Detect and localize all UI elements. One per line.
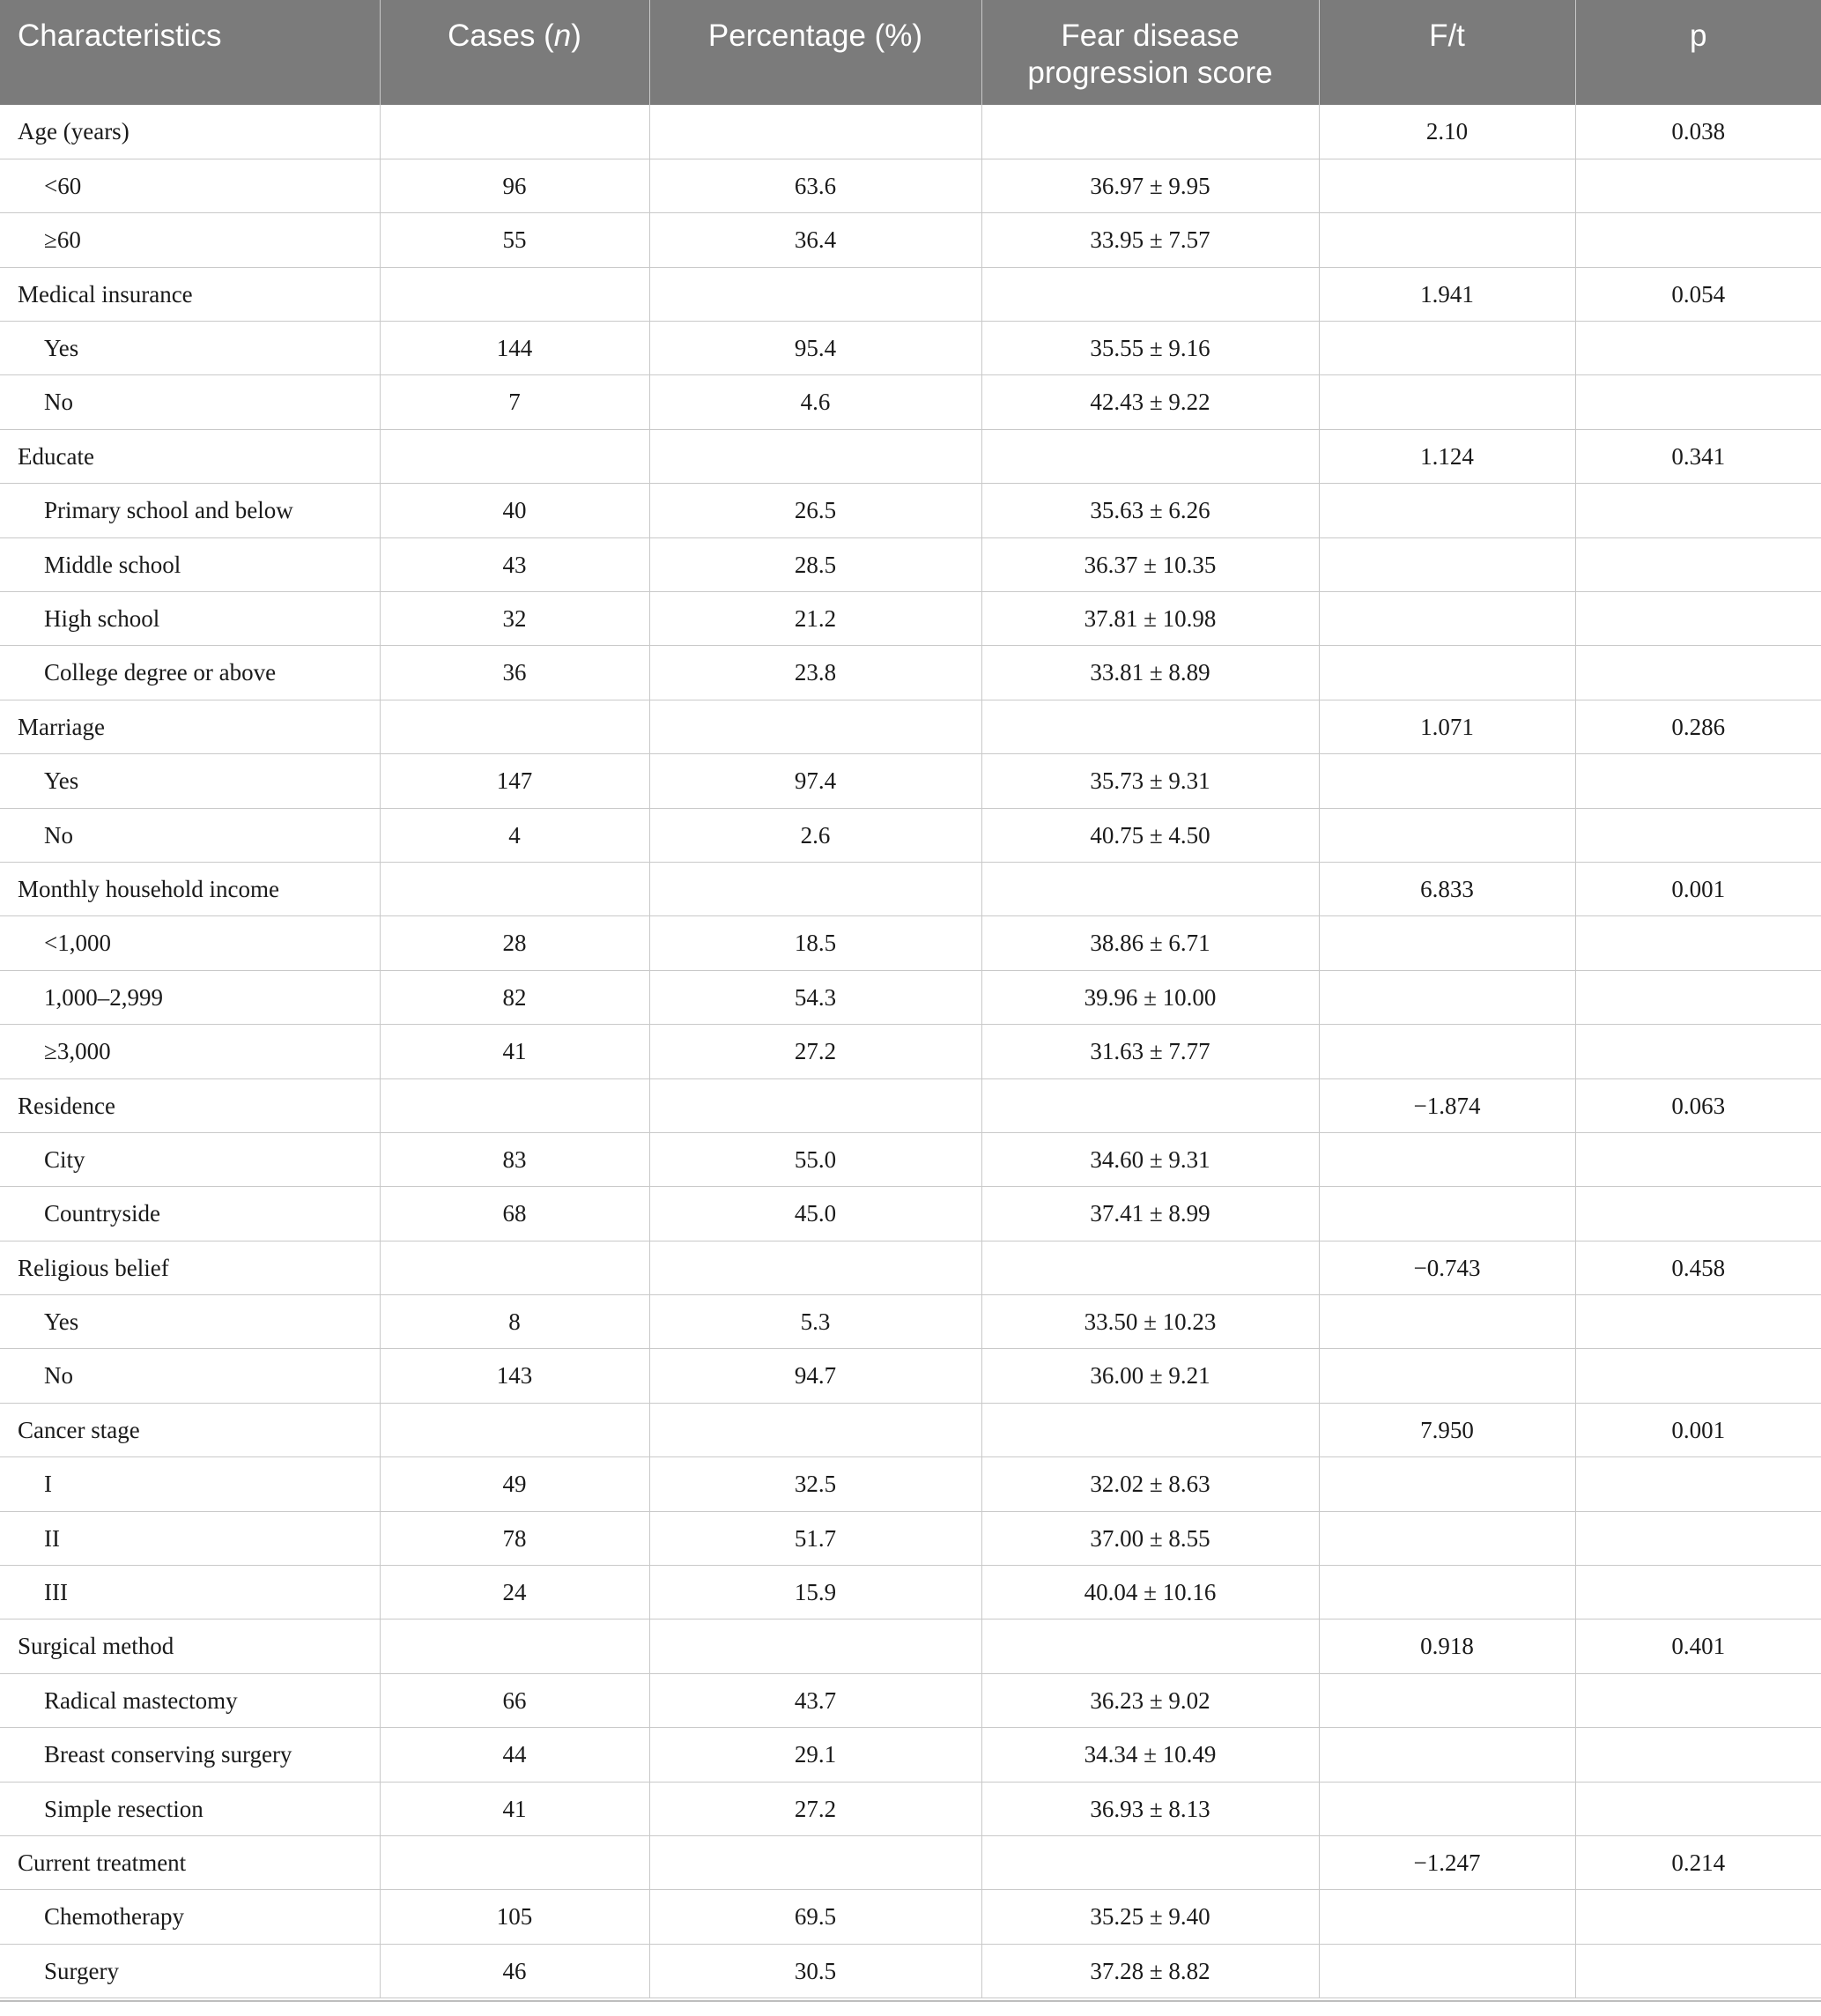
score-cell: 37.28 ± 8.82 [981, 1944, 1319, 1997]
p-cell [1575, 159, 1821, 212]
subcategory-label: Yes [0, 754, 380, 808]
subcategory-label: Chemotherapy [0, 1890, 380, 1944]
cases-cell [380, 1836, 649, 1890]
category-label: Medical insurance [0, 267, 380, 321]
cases-cell: 8 [380, 1295, 649, 1349]
category-label: Current treatment [0, 1836, 380, 1890]
score-cell: 37.81 ± 10.98 [981, 592, 1319, 646]
header-fear-score-line1: Fear disease [1061, 19, 1240, 53]
subcategory-row [0, 970, 1821, 1024]
p-cell: 0.001 [1575, 862, 1821, 915]
score-cell [981, 1403, 1319, 1456]
score-cell: 37.00 ± 8.55 [981, 1511, 1319, 1565]
subcategory-label: <1,000 [0, 916, 380, 970]
percentage-cell: 23.8 [649, 646, 981, 700]
subcategory-label: City [0, 1132, 380, 1186]
subcategory-row [0, 646, 1821, 700]
subcategory-label: No [0, 1349, 380, 1403]
cases-cell [380, 267, 649, 321]
subcategory-row [0, 1132, 1821, 1186]
ft-cell: −1.874 [1319, 1078, 1575, 1132]
ft-cell [1319, 484, 1575, 537]
subcategory-label: Yes [0, 322, 380, 375]
subcategory-label: High school [0, 592, 380, 646]
score-cell [981, 700, 1319, 753]
header-fear-score-line2: progression score [1027, 56, 1273, 90]
percentage-cell: 21.2 [649, 592, 981, 646]
score-cell: 42.43 ± 9.22 [981, 375, 1319, 429]
score-cell: 40.04 ± 10.16 [981, 1566, 1319, 1619]
ft-cell: 7.950 [1319, 1403, 1575, 1456]
score-cell: 37.41 ± 8.99 [981, 1187, 1319, 1241]
subcategory-label: III [0, 1566, 380, 1619]
subcategory-label: No [0, 808, 380, 862]
ft-cell: 1.124 [1319, 429, 1575, 483]
score-cell [981, 1619, 1319, 1673]
category-row [0, 1403, 1821, 1456]
p-cell [1575, 484, 1821, 537]
subcategory-row [0, 1295, 1821, 1349]
cases-cell: 49 [380, 1457, 649, 1511]
score-cell: 36.37 ± 10.35 [981, 537, 1319, 591]
cases-cell [380, 1078, 649, 1132]
cases-cell: 46 [380, 1944, 649, 1997]
header-percentage: Percentage (%) [649, 0, 981, 105]
p-cell [1575, 1566, 1821, 1619]
ft-cell [1319, 537, 1575, 591]
ft-cell [1319, 159, 1575, 212]
p-cell [1575, 916, 1821, 970]
p-cell [1575, 213, 1821, 267]
percentage-cell: 18.5 [649, 916, 981, 970]
p-cell [1575, 754, 1821, 808]
score-cell: 36.00 ± 9.21 [981, 1349, 1319, 1403]
cases-cell: 43 [380, 537, 649, 591]
score-cell: 34.60 ± 9.31 [981, 1132, 1319, 1186]
score-cell: 36.23 ± 9.02 [981, 1673, 1319, 1727]
category-label: Monthly household income [0, 862, 380, 915]
p-cell [1575, 1457, 1821, 1511]
score-cell: 38.86 ± 6.71 [981, 916, 1319, 970]
p-cell [1575, 1132, 1821, 1186]
cases-cell: 24 [380, 1566, 649, 1619]
cases-cell [380, 1241, 649, 1294]
cases-cell: 41 [380, 1025, 649, 1078]
p-cell: 0.286 [1575, 700, 1821, 753]
category-label: Educate [0, 429, 380, 483]
cases-cell: 32 [380, 592, 649, 646]
p-cell [1575, 1349, 1821, 1403]
subcategory-label: Countryside [0, 1187, 380, 1241]
percentage-cell [649, 429, 981, 483]
subcategory-row [0, 808, 1821, 862]
cases-cell: 40 [380, 484, 649, 537]
category-label: Age (years) [0, 105, 380, 159]
score-cell [981, 1241, 1319, 1294]
header-cases-n: n [553, 19, 572, 53]
percentage-cell: 2.6 [649, 808, 981, 862]
cases-cell [380, 429, 649, 483]
cases-cell [380, 700, 649, 753]
ft-cell: −0.743 [1319, 1241, 1575, 1294]
subcategory-label: Yes [0, 1295, 380, 1349]
cases-cell: 28 [380, 916, 649, 970]
p-cell [1575, 808, 1821, 862]
p-cell [1575, 1511, 1821, 1565]
cases-cell: 147 [380, 754, 649, 808]
category-row [0, 105, 1821, 159]
p-cell: 0.214 [1575, 1836, 1821, 1890]
subcategory-label: Middle school [0, 537, 380, 591]
subcategory-label: 1,000–2,999 [0, 970, 380, 1024]
subcategory-row [0, 1944, 1821, 1997]
cases-cell: 96 [380, 159, 649, 212]
ft-cell [1319, 916, 1575, 970]
ft-cell [1319, 1673, 1575, 1727]
header-p: p [1690, 19, 1707, 53]
subcategory-row [0, 213, 1821, 267]
percentage-cell: 15.9 [649, 1566, 981, 1619]
table-bottom-rule [0, 2000, 1821, 2002]
ft-cell: 2.10 [1319, 105, 1575, 159]
category-row [0, 267, 1821, 321]
subcategory-row [0, 916, 1821, 970]
p-cell [1575, 646, 1821, 700]
cases-cell: 144 [380, 322, 649, 375]
header-cases [380, 0, 649, 105]
percentage-cell [649, 105, 981, 159]
subcategory-label: Primary school and below [0, 484, 380, 537]
header-cases-post: ) [571, 19, 581, 53]
percentage-cell: 28.5 [649, 537, 981, 591]
ft-cell [1319, 213, 1575, 267]
ft-cell [1319, 1457, 1575, 1511]
subcategory-label: <60 [0, 159, 380, 212]
score-cell [981, 1836, 1319, 1890]
p-cell [1575, 375, 1821, 429]
subcategory-row [0, 754, 1821, 808]
subcategory-row [0, 1728, 1821, 1782]
cases-cell: 83 [380, 1132, 649, 1186]
subcategory-row [0, 159, 1821, 212]
percentage-cell: 55.0 [649, 1132, 981, 1186]
category-label: Cancer stage [0, 1403, 380, 1456]
category-label: Religious belief [0, 1241, 380, 1294]
subcategory-label: ≥60 [0, 213, 380, 267]
percentage-cell [649, 267, 981, 321]
cases-cell: 66 [380, 1673, 649, 1727]
p-cell: 0.038 [1575, 105, 1821, 159]
ft-cell [1319, 1132, 1575, 1186]
percentage-cell: 27.2 [649, 1025, 981, 1078]
score-cell: 35.73 ± 9.31 [981, 754, 1319, 808]
p-cell [1575, 970, 1821, 1024]
ft-cell [1319, 1566, 1575, 1619]
ft-cell [1319, 592, 1575, 646]
score-cell: 33.95 ± 7.57 [981, 213, 1319, 267]
cases-cell: 44 [380, 1728, 649, 1782]
cases-cell: 82 [380, 970, 649, 1024]
header-fear-score [981, 0, 1319, 105]
subcategory-row [0, 1187, 1821, 1241]
score-cell: 36.97 ± 9.95 [981, 159, 1319, 212]
score-cell: 35.25 ± 9.40 [981, 1890, 1319, 1944]
cases-cell: 41 [380, 1782, 649, 1835]
ft-cell [1319, 1890, 1575, 1944]
p-cell [1575, 592, 1821, 646]
percentage-cell: 30.5 [649, 1944, 981, 1997]
percentage-cell: 29.1 [649, 1728, 981, 1782]
subcategory-label: Breast conserving surgery [0, 1728, 380, 1782]
header-cases-pre: Cases ( [448, 19, 554, 53]
subcategory-label: Radical mastectomy [0, 1673, 380, 1727]
header-ft: F/t [1319, 0, 1575, 105]
category-row [0, 429, 1821, 483]
score-cell: 35.55 ± 9.16 [981, 322, 1319, 375]
p-cell [1575, 1782, 1821, 1835]
subcategory-row [0, 537, 1821, 591]
category-row [0, 1836, 1821, 1890]
p-cell [1575, 1944, 1821, 1997]
p-cell [1575, 1025, 1821, 1078]
ft-cell [1319, 1782, 1575, 1835]
p-cell: 0.341 [1575, 429, 1821, 483]
subcategory-row [0, 1457, 1821, 1511]
score-cell: 39.96 ± 10.00 [981, 970, 1319, 1024]
ft-cell [1319, 1025, 1575, 1078]
ft-cell [1319, 754, 1575, 808]
ft-cell: 6.833 [1319, 862, 1575, 915]
table-header [0, 0, 1821, 105]
ft-cell: 1.941 [1319, 267, 1575, 321]
percentage-cell: 54.3 [649, 970, 981, 1024]
cases-cell: 68 [380, 1187, 649, 1241]
cases-cell [380, 1619, 649, 1673]
percentage-cell [649, 1241, 981, 1294]
ft-cell [1319, 1295, 1575, 1349]
subcategory-label: No [0, 375, 380, 429]
cases-cell: 143 [380, 1349, 649, 1403]
p-cell [1575, 1673, 1821, 1727]
p-cell [1575, 1728, 1821, 1782]
subcategory-label: Surgery [0, 1944, 380, 1997]
category-row [0, 1241, 1821, 1294]
ft-cell [1319, 1187, 1575, 1241]
category-row [0, 862, 1821, 915]
percentage-cell: 45.0 [649, 1187, 981, 1241]
score-cell [981, 105, 1319, 159]
score-cell [981, 1078, 1319, 1132]
ft-cell [1319, 1511, 1575, 1565]
ft-cell [1319, 1944, 1575, 1997]
category-row [0, 700, 1821, 753]
subcategory-label: II [0, 1511, 380, 1565]
score-cell: 34.34 ± 10.49 [981, 1728, 1319, 1782]
p-cell: 0.401 [1575, 1619, 1821, 1673]
subcategory-label: Simple resection [0, 1782, 380, 1835]
p-cell [1575, 1295, 1821, 1349]
percentage-cell: 97.4 [649, 754, 981, 808]
score-cell: 35.63 ± 6.26 [981, 484, 1319, 537]
score-cell [981, 429, 1319, 483]
cases-cell [380, 1403, 649, 1456]
score-cell: 36.93 ± 8.13 [981, 1782, 1319, 1835]
table-body [0, 105, 1821, 1998]
ft-cell [1319, 1349, 1575, 1403]
subcategory-row [0, 484, 1821, 537]
ft-cell [1319, 322, 1575, 375]
subcategory-row [0, 1566, 1821, 1619]
percentage-cell [649, 862, 981, 915]
subcategory-row [0, 1511, 1821, 1565]
percentage-cell: 94.7 [649, 1349, 981, 1403]
percentage-cell [649, 1403, 981, 1456]
cases-cell [380, 862, 649, 915]
ft-cell: −1.247 [1319, 1836, 1575, 1890]
ft-cell: 1.071 [1319, 700, 1575, 753]
ft-cell [1319, 375, 1575, 429]
subcategory-row [0, 1349, 1821, 1403]
category-label: Surgical method [0, 1619, 380, 1673]
cases-cell: 55 [380, 213, 649, 267]
p-cell [1575, 1890, 1821, 1944]
percentage-cell [649, 1619, 981, 1673]
subcategory-row [0, 375, 1821, 429]
cases-cell: 7 [380, 375, 649, 429]
percentage-cell: 36.4 [649, 213, 981, 267]
percentage-cell: 26.5 [649, 484, 981, 537]
score-cell: 33.81 ± 8.89 [981, 646, 1319, 700]
percentage-cell: 51.7 [649, 1511, 981, 1565]
subcategory-label: ≥3,000 [0, 1025, 380, 1078]
cases-cell: 78 [380, 1511, 649, 1565]
p-cell: 0.001 [1575, 1403, 1821, 1456]
percentage-cell: 5.3 [649, 1295, 981, 1349]
percentage-cell [649, 1836, 981, 1890]
ft-cell: 0.918 [1319, 1619, 1575, 1673]
subcategory-row [0, 322, 1821, 375]
p-cell [1575, 1187, 1821, 1241]
subcategory-label: College degree or above [0, 646, 380, 700]
percentage-cell: 69.5 [649, 1890, 981, 1944]
score-cell [981, 862, 1319, 915]
score-cell [981, 267, 1319, 321]
p-cell: 0.063 [1575, 1078, 1821, 1132]
p-cell: 0.054 [1575, 267, 1821, 321]
ft-cell [1319, 646, 1575, 700]
ft-cell [1319, 970, 1575, 1024]
p-cell: 0.458 [1575, 1241, 1821, 1294]
subcategory-label: I [0, 1457, 380, 1511]
p-cell [1575, 537, 1821, 591]
cases-cell [380, 105, 649, 159]
percentage-cell [649, 1078, 981, 1132]
score-cell: 32.02 ± 8.63 [981, 1457, 1319, 1511]
cases-cell: 105 [380, 1890, 649, 1944]
subcategory-row [0, 1025, 1821, 1078]
category-row [0, 1619, 1821, 1673]
percentage-cell: 43.7 [649, 1673, 981, 1727]
percentage-cell: 32.5 [649, 1457, 981, 1511]
cases-cell: 4 [380, 808, 649, 862]
score-cell: 31.63 ± 7.77 [981, 1025, 1319, 1078]
header-row [0, 0, 1821, 105]
percentage-cell: 4.6 [649, 375, 981, 429]
percentage-cell: 63.6 [649, 159, 981, 212]
percentage-cell: 95.4 [649, 322, 981, 375]
ft-cell [1319, 808, 1575, 862]
subcategory-row [0, 1673, 1821, 1727]
subcategory-row [0, 1782, 1821, 1835]
subcategory-row [0, 592, 1821, 646]
ft-cell [1319, 1728, 1575, 1782]
score-cell: 40.75 ± 4.50 [981, 808, 1319, 862]
header-characteristics: Characteristics [0, 0, 380, 105]
percentage-cell: 27.2 [649, 1782, 981, 1835]
category-row [0, 1078, 1821, 1132]
p-cell [1575, 322, 1821, 375]
percentage-cell [649, 700, 981, 753]
cases-cell: 36 [380, 646, 649, 700]
score-cell: 33.50 ± 10.23 [981, 1295, 1319, 1349]
category-label: Residence [0, 1078, 380, 1132]
subcategory-row [0, 1890, 1821, 1944]
category-label: Marriage [0, 700, 380, 753]
